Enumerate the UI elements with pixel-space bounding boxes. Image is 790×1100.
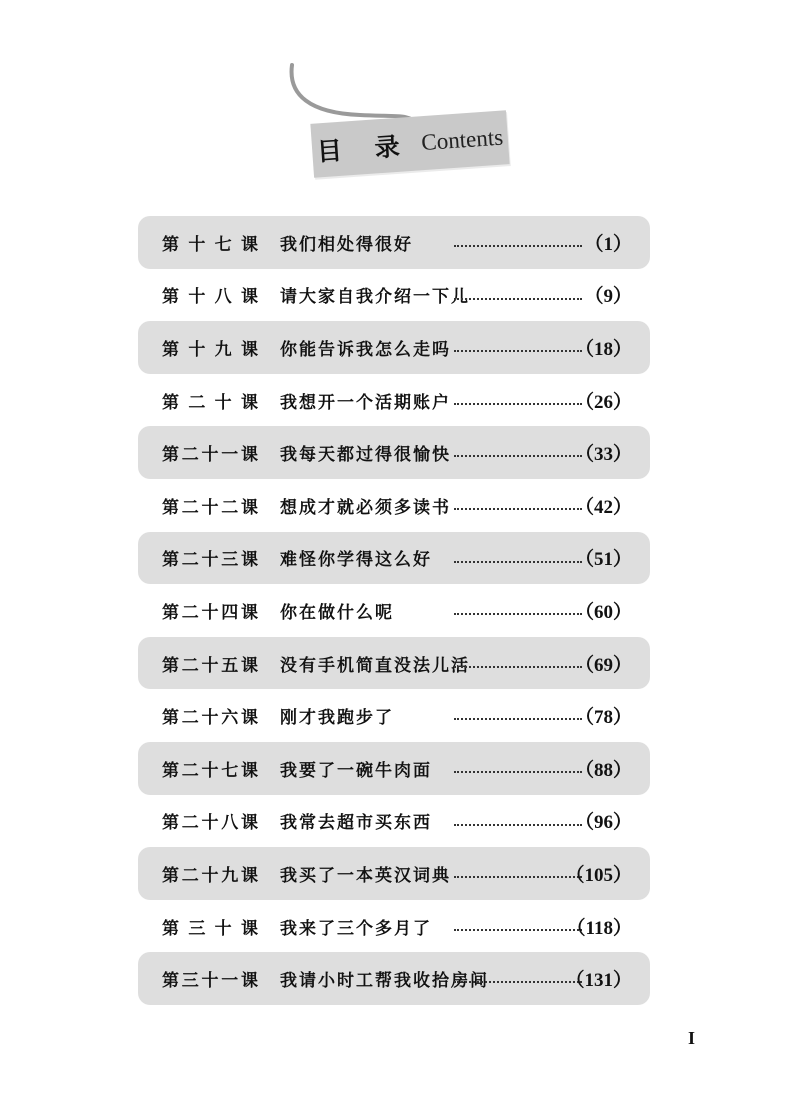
dot-leader (454, 505, 582, 510)
lesson-number: 第二十七课 (162, 760, 258, 781)
page-ref: （88） (574, 759, 632, 781)
lesson-title: 我想开一个活期账户 (280, 392, 451, 413)
page-ref: （42） (574, 496, 632, 518)
lesson-title: 请大家自我介绍一下儿 (280, 287, 470, 308)
lesson-number: 第二十三课 (162, 550, 258, 571)
dot-leader (454, 452, 582, 457)
page-ref: （1） (584, 233, 632, 255)
page-ref: （96） (574, 812, 632, 834)
header-title-cn: 目 录 (316, 130, 413, 167)
lesson-number: 第十七课 (162, 234, 258, 255)
table-of-contents (138, 216, 650, 1005)
lesson-number: 第二十课 (162, 392, 258, 413)
page-ref: （131） (565, 970, 632, 992)
toc-entry[interactable] (138, 374, 650, 427)
dot-leader (454, 821, 582, 826)
page-ref: （51） (574, 549, 632, 571)
toc-entry[interactable] (138, 426, 650, 479)
page-ref: （78） (574, 707, 632, 729)
page-ref: （9） (584, 286, 632, 308)
lesson-title: 我买了一本英汉词典 (280, 865, 451, 886)
page-ref: （26） (574, 391, 632, 413)
dot-leader (454, 768, 582, 773)
lesson-title: 你在做什么呢 (280, 602, 394, 623)
dot-leader (454, 873, 582, 878)
lesson-title: 我们相处得很好 (280, 234, 413, 255)
dot-leader (454, 978, 582, 983)
toc-entry[interactable] (138, 584, 650, 637)
dot-leader (454, 295, 582, 300)
lesson-number: 第二十一课 (162, 445, 258, 466)
lesson-number: 第二十八课 (162, 813, 258, 834)
dot-leader (454, 715, 582, 720)
toc-entry[interactable] (138, 637, 650, 690)
toc-entry[interactable] (138, 900, 650, 953)
lesson-number: 第二十二课 (162, 497, 258, 518)
lesson-title: 我请小时工帮我收拾房间 (280, 971, 489, 992)
toc-entry[interactable] (138, 952, 650, 1005)
lesson-title: 你能告诉我怎么走吗 (280, 339, 451, 360)
page-number: I (688, 1028, 696, 1048)
page-ref: （105） (565, 864, 632, 886)
lesson-number: 第十九课 (162, 339, 258, 360)
toc-entry[interactable] (138, 795, 650, 848)
dot-leader (454, 926, 582, 931)
toc-entry[interactable] (138, 269, 650, 322)
lesson-title: 我每天都过得很愉快 (280, 445, 451, 466)
page-ref: （33） (574, 444, 632, 466)
lesson-title: 我常去超市买东西 (280, 813, 432, 834)
lesson-title: 没有手机简直没法儿活 (280, 655, 470, 676)
lesson-title: 刚才我跑步了 (280, 708, 394, 729)
dot-leader (454, 610, 582, 615)
lesson-number: 第二十六课 (162, 708, 258, 729)
toc-entry[interactable] (138, 216, 650, 269)
dot-leader (454, 400, 582, 405)
page-ref: （69） (574, 654, 632, 676)
lesson-title: 难怪你学得这么好 (280, 550, 432, 571)
header-title-en: Contents (420, 124, 504, 156)
toc-entry[interactable] (138, 532, 650, 585)
lesson-title: 我要了一碗牛肉面 (280, 760, 432, 781)
page-ref: （60） (574, 601, 632, 623)
lesson-number: 第十八课 (162, 287, 258, 308)
page-ref: （18） (574, 338, 632, 360)
page-ref: （118） (566, 917, 632, 939)
toc-entry[interactable] (138, 847, 650, 900)
dot-leader (454, 558, 582, 563)
dot-leader (454, 663, 582, 668)
lesson-number: 第二十九课 (162, 865, 258, 886)
toc-entry[interactable] (138, 321, 650, 374)
lesson-number: 第三十一课 (162, 971, 258, 992)
toc-entry[interactable] (138, 689, 650, 742)
contents-tag (270, 55, 530, 195)
dot-leader (454, 347, 582, 352)
toc-entry[interactable] (138, 479, 650, 532)
lesson-number: 第二十五课 (162, 655, 258, 676)
lesson-title: 我来了三个多月了 (280, 918, 432, 939)
lesson-title: 想成才就必须多读书 (280, 497, 451, 518)
lesson-number: 第二十四课 (162, 602, 258, 623)
toc-entry[interactable] (138, 742, 650, 795)
lesson-number: 第三十课 (162, 918, 258, 939)
dot-leader (454, 242, 582, 247)
